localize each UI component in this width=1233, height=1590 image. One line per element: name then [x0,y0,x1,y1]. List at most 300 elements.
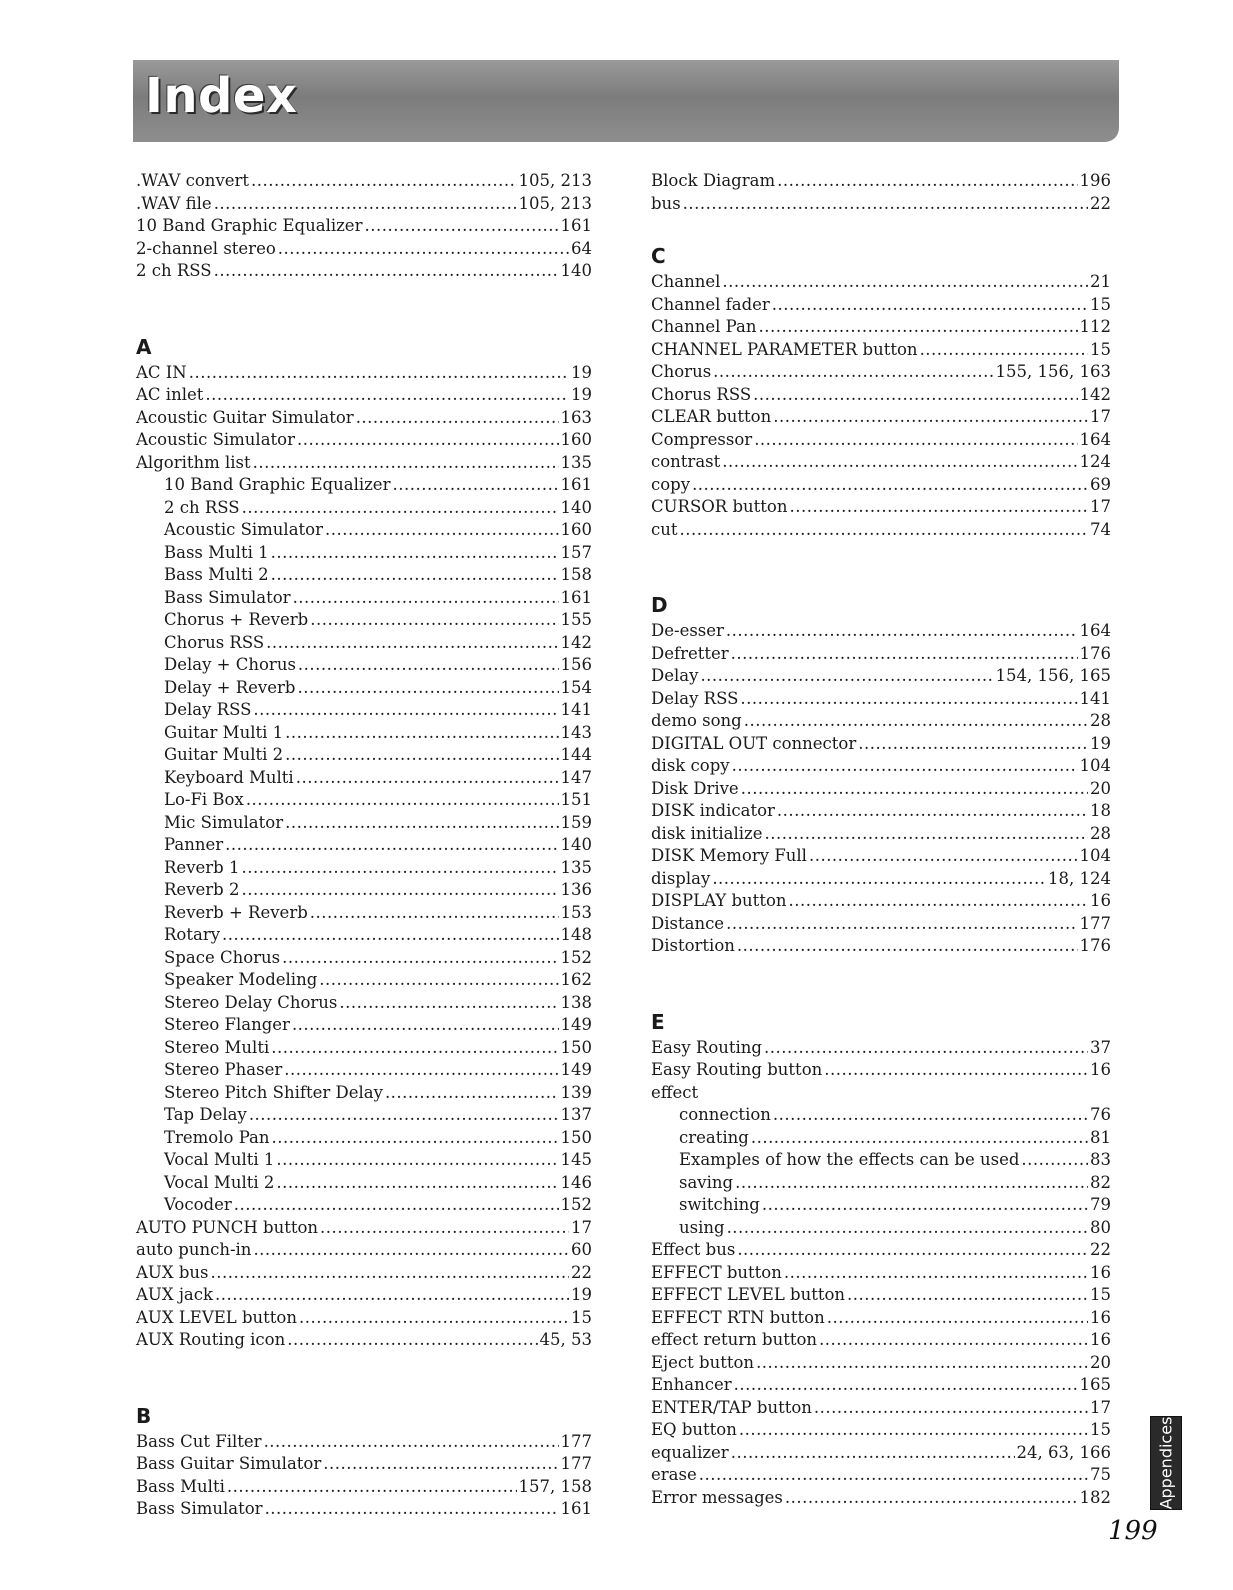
entry-pages: 138 [560,992,592,1012]
index-entry [136,452,592,475]
index-entry [651,688,1111,711]
entry-pages: 150 [560,1037,592,1057]
index-entry [136,238,592,261]
index-entry [651,665,1111,688]
dot-leader [276,1149,558,1172]
index-entry [651,429,1111,452]
entry-pages: 16 [1090,1330,1111,1349]
dot-leader [214,193,517,216]
index-subentry [136,1082,592,1105]
index-entry [651,643,1111,666]
dot-leader [271,564,559,587]
index-subentry [651,1172,1111,1195]
entry-pages: 28 [1090,711,1111,730]
entry-term: contrast [651,452,721,471]
entry-pages: 15 [1090,339,1111,359]
entry-pages: 20 [1090,1352,1111,1372]
entry-term: DISK indicator [651,801,775,820]
dot-leader [299,1307,569,1330]
entry-pages: 15 [1090,294,1111,314]
entry-pages: 22 [1090,1240,1111,1259]
entry-term: equalizer [651,1442,729,1462]
index-subentry [136,609,592,632]
entry-term: Effect bus [651,1240,736,1259]
entry-pages: 45, 53 [539,1330,592,1349]
index-entry [651,913,1111,936]
index-entry [651,1239,1111,1262]
dot-leader [325,519,559,542]
entry-term: CURSOR button [651,497,788,516]
entry-term: EFFECT LEVEL button [651,1285,846,1304]
dot-leader [284,1059,558,1082]
entry-term: Vocal Multi 1 [164,1150,275,1169]
entry-term: Vocoder [164,1195,232,1214]
dot-leader [847,1284,1088,1307]
entry-term: .WAV convert [136,171,250,190]
index-entry [651,496,1111,519]
entry-pages: 22 [1090,193,1111,213]
entry-pages: 79 [1090,1195,1111,1214]
index-subentry [136,564,592,587]
index-subentry [136,1059,592,1082]
entry-pages: 105, 213 [518,171,592,190]
entry-term: Delay + Reverb [164,677,296,697]
entry-term: Enhancer [651,1375,732,1394]
dot-leader [739,1419,1088,1442]
dot-leader [364,215,558,238]
entry-term: Reverb + Reverb [164,902,308,922]
index-subentry [136,924,592,947]
entry-term: Bass Simulator [136,1499,263,1518]
dot-leader [271,542,559,565]
entry-term: Acoustic Simulator [164,520,323,539]
index-entry [651,1397,1111,1420]
section-spacer [651,541,1111,586]
entry-term: Algorithm list [136,452,251,472]
index-entry [136,170,592,193]
dot-leader [773,406,1088,429]
dot-leader [265,1498,559,1521]
dot-leader [264,1431,559,1454]
entry-pages: 146 [560,1172,592,1192]
index-subentry [136,632,592,655]
index-entry [136,407,592,430]
entry-term: AUX jack [136,1285,214,1304]
entry-term: Compressor [651,429,753,449]
entry-pages: 156 [560,655,592,674]
index-entry [136,384,592,407]
entry-pages: 154 [560,677,592,697]
entry-pages: 149 [560,1060,592,1079]
index-subentry [136,654,592,677]
entry-term: Distortion [651,936,735,955]
entry-pages: 157 [560,542,592,562]
index-entry [651,755,1111,778]
index-entry [651,339,1111,362]
index-entry [136,1284,592,1307]
entry-term: Stereo Delay Chorus [164,992,338,1012]
entry-pages: 19 [571,362,592,382]
entry-term: AUTO PUNCH button [136,1217,319,1237]
dot-leader [319,969,558,992]
dot-leader [392,474,558,497]
entry-pages: 80 [1090,1217,1111,1237]
dot-leader [356,407,559,430]
entry-pages: 144 [560,745,592,764]
entry-pages: 143 [560,722,592,742]
index-entry [651,1442,1111,1465]
entry-term: bus [651,193,681,213]
dot-leader [205,384,569,407]
entry-term: Bass Guitar Simulator [136,1454,322,1473]
index-subentry [136,519,592,542]
index-entry [651,361,1111,384]
entry-term: switching [679,1195,760,1214]
dot-leader [920,339,1088,362]
entry-pages: 124 [1079,452,1111,471]
dot-leader [722,451,1077,474]
entry-pages: 64 [571,238,592,258]
dot-leader [734,1374,1078,1397]
entry-term: CLEAR button [651,407,772,426]
index-entry [651,1419,1111,1442]
entry-pages: 151 [560,790,592,809]
entry-term: disk copy [651,756,730,775]
entry-term: Easy Routing [651,1037,762,1057]
entry-term: Reverb 1 [164,857,240,877]
index-subentry [136,857,592,880]
section-spacer [651,958,1111,1003]
dot-leader [712,868,1046,891]
dot-leader [241,879,558,902]
entry-term: AC inlet [136,385,204,404]
index-subentry [136,542,592,565]
dot-leader [765,823,1089,846]
index-entry [136,1498,592,1521]
entry-term: display [651,868,711,888]
entry-pages: 18 [1090,801,1111,820]
dot-leader [741,778,1088,801]
entry-term: Chorus [651,362,712,381]
entry-pages: 139 [560,1082,592,1102]
dot-leader [297,677,558,700]
dot-leader [253,452,559,475]
index-entry [651,406,1111,429]
dot-leader [726,620,1078,643]
dot-leader [814,1397,1088,1420]
dot-leader [266,632,558,655]
index-entry [651,1329,1111,1352]
index-entry [651,1487,1111,1510]
dot-leader [731,1442,1015,1465]
page-number: 199 [1108,1516,1158,1546]
entry-pages: 19 [571,385,592,404]
entry-term: Panner [164,835,224,854]
entry-term: Channel fader [651,294,770,314]
index-entry [136,429,592,452]
index-entry [651,1082,1111,1105]
dot-leader [227,1476,517,1499]
dot-leader [285,722,558,745]
index-subentry [136,677,592,700]
appendices-tab[interactable] [1150,1416,1182,1510]
entry-pages: 163 [560,407,592,427]
entry-term: Reverb 2 [164,880,240,899]
entry-term: erase [651,1465,697,1484]
entry-term: Delay + Chorus [164,655,296,674]
dot-leader [296,767,559,790]
section-letter-d: D [651,593,668,617]
index-entry [651,1059,1111,1082]
dot-leader [754,429,1077,452]
dot-leader [722,271,1088,294]
entry-term: Guitar Multi 2 [164,745,284,764]
index-entry [651,710,1111,733]
index-subentry [136,879,592,902]
dot-leader [713,361,993,384]
entry-term: Delay [651,666,699,685]
dot-leader [773,1104,1088,1127]
dot-leader [789,496,1088,519]
entry-term: De-esser [651,621,724,640]
index-subentry [136,1104,592,1127]
entry-pages: 142 [1079,384,1111,404]
entry-pages: 82 [1090,1172,1111,1192]
entry-pages: 104 [1079,756,1111,775]
entry-pages: 17 [1090,1397,1111,1417]
section-letter-e: E [651,1009,665,1034]
dot-leader [276,1172,558,1195]
dot-leader [809,845,1078,868]
index-entry [651,1037,1111,1060]
dot-leader [323,1453,558,1476]
dot-leader [700,665,993,688]
entry-pages: 104 [1079,846,1111,865]
dot-leader [732,755,1078,778]
dot-leader [214,260,559,283]
entry-term: Delay RSS [164,700,252,719]
dot-leader [731,643,1078,666]
index-entry [136,1217,592,1240]
index-entry [136,1453,592,1476]
dot-leader [249,1104,559,1127]
entry-term: Acoustic Guitar Simulator [136,407,354,427]
dot-leader [298,654,559,677]
dot-leader [253,699,558,722]
index-subentry [136,947,592,970]
index-subentry [136,1149,592,1172]
page-title: Index [145,68,298,124]
index-entry [651,271,1111,294]
entry-pages: 140 [560,261,592,280]
dot-leader [735,1172,1088,1195]
entry-term: Eject button [651,1352,755,1372]
dot-leader [253,1239,569,1262]
index-entry [136,1307,592,1330]
index-subentry [136,902,592,925]
index-subentry [136,789,592,812]
entry-term: effect [651,1082,699,1102]
entry-pages: 28 [1090,823,1111,843]
entry-term: connection [679,1105,771,1124]
entry-pages: 160 [560,520,592,539]
dot-leader [824,1059,1088,1082]
entry-pages: 152 [560,947,592,967]
dot-leader [234,1194,559,1217]
entry-term: AC IN [136,362,187,382]
entry-term: Stereo Phaser [164,1060,283,1079]
entry-pages: 176 [1079,643,1111,663]
dot-leader [827,1307,1088,1330]
index-entry [651,1464,1111,1487]
dot-leader [744,710,1088,733]
dot-leader [222,924,558,947]
entry-pages: 177 [1079,913,1111,933]
entry-pages: 155 [560,610,592,629]
entry-term: Chorus RSS [651,384,752,404]
index-subentry [136,744,592,767]
entry-pages: 37 [1090,1037,1111,1057]
dot-leader [339,992,558,1015]
index-subentry [136,992,592,1015]
index-entry [651,845,1111,868]
entry-pages: 145 [560,1150,592,1169]
entry-pages: 164 [1079,621,1111,640]
entry-pages: 161 [560,475,592,494]
entry-pages: 15 [571,1307,592,1327]
entry-term: creating [679,1127,749,1147]
index-subentry [651,1217,1111,1240]
entry-term: Bass Multi 2 [164,565,269,584]
entry-pages: 22 [571,1262,592,1282]
dot-leader [272,1127,559,1150]
index-subentry [136,834,592,857]
entry-pages: 135 [560,452,592,472]
entry-term: Stereo Multi [164,1037,270,1057]
index-subentry [136,497,592,520]
dot-leader [320,1217,569,1240]
entry-term: saving [679,1172,734,1192]
entry-term: Channel [651,272,721,291]
entry-pages: 15 [1090,1420,1111,1439]
entry-pages: 161 [560,216,592,235]
section-letter-c: C [651,244,666,268]
index-subentry [136,474,592,497]
entry-term: Bass Simulator [164,587,291,607]
entry-pages: 140 [560,497,592,517]
dot-leader [189,362,569,385]
entry-pages: 16 [1090,1262,1111,1282]
dot-leader [777,800,1088,823]
index-column-right [651,170,1111,1509]
index-subentry [136,812,592,835]
entry-pages: 157, 158 [518,1476,592,1496]
dot-leader [278,238,569,261]
entry-pages: 182 [1079,1487,1111,1507]
entry-pages: 83 [1090,1150,1111,1169]
entry-pages: 19 [1090,733,1111,753]
entry-pages: 177 [560,1431,592,1451]
dot-leader [680,519,1089,542]
entry-pages: 24, 63, 166 [1016,1442,1111,1462]
index-subentry [136,699,592,722]
index-entry [651,778,1111,801]
entry-term: DISK Memory Full [651,846,807,865]
index-entry [651,451,1111,474]
section-spacer [136,283,592,328]
dot-leader [241,857,558,880]
dot-leader [737,1239,1088,1262]
index-entry [651,294,1111,317]
index-entry [136,362,592,385]
entry-term: Chorus + Reverb [164,610,309,629]
dot-leader [777,170,1077,193]
entry-term: Bass Multi [136,1476,225,1496]
entry-pages: 20 [1090,778,1111,798]
dot-leader [246,789,559,812]
entry-term: DIGITAL OUT connector [651,733,857,753]
index-entry [651,935,1111,958]
index-entry [136,193,592,216]
entry-pages: 136 [560,880,592,899]
index-entry [136,1239,592,1262]
dot-leader [737,935,1078,958]
dot-leader [297,429,559,452]
dot-leader [784,1262,1088,1285]
entry-term: Block Diagram [651,171,776,190]
index-entry [651,170,1111,193]
entry-pages: 165 [1079,1375,1111,1394]
entry-term: Tap Delay [164,1105,247,1124]
index-subentry [651,1127,1111,1150]
entry-term: Space Chorus [164,947,281,967]
dot-leader [251,170,516,193]
index-entry [651,1352,1111,1375]
entry-pages: 140 [560,835,592,854]
dot-leader [740,688,1077,711]
entry-term: AUX bus [136,1262,209,1282]
entry-pages: 135 [560,857,592,877]
entry-term: ENTER/TAP button [651,1397,812,1417]
entry-pages: 17 [1090,407,1111,426]
dot-leader [385,1082,559,1105]
section-spacer [651,215,1111,237]
entry-pages: 147 [560,767,592,787]
entry-term: EQ button [651,1420,737,1439]
entry-pages: 112 [1079,317,1111,336]
dot-leader [683,193,1088,216]
entry-term: Disk Drive [651,778,739,798]
entry-term: Guitar Multi 1 [164,722,284,742]
index-subentry [136,587,592,610]
entry-term: disk initialize [651,823,763,843]
entry-term: Mic Simulator [164,812,284,832]
dot-leader [692,474,1088,497]
entry-term: 2 ch RSS [164,497,240,517]
dot-leader [271,1037,558,1060]
index-entry [651,733,1111,756]
dot-leader [772,294,1088,317]
entry-term: Bass Multi 1 [164,542,269,562]
index-entry [136,1329,592,1352]
index-subentry [651,1194,1111,1217]
index-entry [651,384,1111,407]
dot-leader [764,1037,1088,1060]
index-subentry [136,722,592,745]
entry-pages: 60 [571,1240,592,1259]
entry-pages: 18, 124 [1048,868,1111,888]
entry-pages: 17 [571,1217,592,1237]
